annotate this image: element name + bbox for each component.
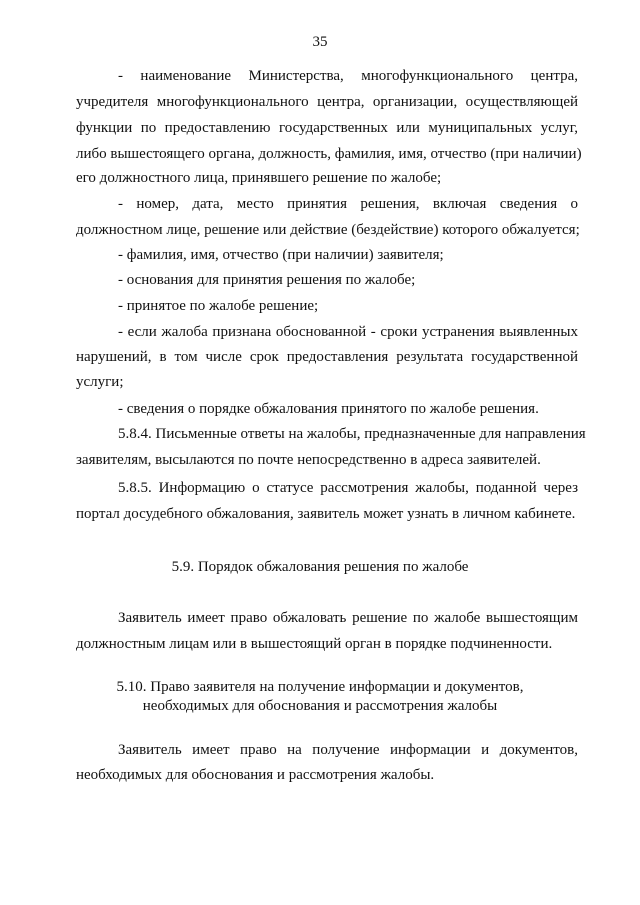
text-line: 5.8.4. Письменные ответы на жалобы, предназначенные для направления <box>118 426 586 442</box>
text-line: его должностного лица, принявшего решение по жалобе; <box>76 170 442 186</box>
section-heading-5-10: 5.10. Право заявителя на получение информации и документов, <box>116 679 524 695</box>
paragraph-line: Заявитель имеет право обжаловать решение по жалобе вышестоящим <box>118 610 578 626</box>
paragraph-line: Заявитель имеет право на получение информации и документов, <box>118 742 578 758</box>
text-line: функции по предоставлению государственных или муниципальных услуг, <box>76 120 578 136</box>
text-line: услуги; <box>76 374 124 390</box>
text-line: - номер, дата, место принятия решения, включая сведения о <box>118 196 578 212</box>
text-line: учредителя многофункционального центра, организации, осуществляющей <box>76 94 578 110</box>
text-line: - сведения о порядке обжалования принятого по жалобе решения. <box>118 401 539 417</box>
text-line: 5.8.5. Информацию о статусе рассмотрения жалобы, поданной через <box>118 480 578 496</box>
page-number: 35 <box>312 34 328 50</box>
paragraph-line: должностным лицам или в вышестоящий орган в порядке подчиненности. <box>76 636 553 652</box>
text-line: портал досудебного обжалования, заявитель может узнать в личном кабинете. <box>76 506 576 522</box>
text-line: - наименование Министерства, многофункционального центра, <box>118 68 578 84</box>
text-line: должностном лице, решение или действие (бездействие) которого обжалуется; <box>76 222 580 238</box>
text-line: нарушений, в том числе срок предоставления результата государственной <box>76 349 578 365</box>
text-line: - принятое по жалобе решение; <box>118 298 319 314</box>
section-heading-5-9: 5.9. Порядок обжалования решения по жалобе <box>171 559 469 575</box>
section-heading-5-10-line2: необходимых для обоснования и рассмотрения жалобы <box>142 698 498 714</box>
text-line: либо вышестоящего органа, должность, фамилия, имя, отчество (при наличии) <box>76 146 582 162</box>
text-line: заявителям, высылаются по почте непосредственно в адреса заявителей. <box>76 452 541 468</box>
text-line: - основания для принятия решения по жалобе; <box>118 272 416 288</box>
text-line: - фамилия, имя, отчество (при наличии) заявителя; <box>118 247 444 263</box>
text-line: - если жалоба признана обоснованной - сроки устранения выявленных <box>118 324 578 340</box>
paragraph-line: необходимых для обоснования и рассмотрения жалобы. <box>76 767 435 783</box>
